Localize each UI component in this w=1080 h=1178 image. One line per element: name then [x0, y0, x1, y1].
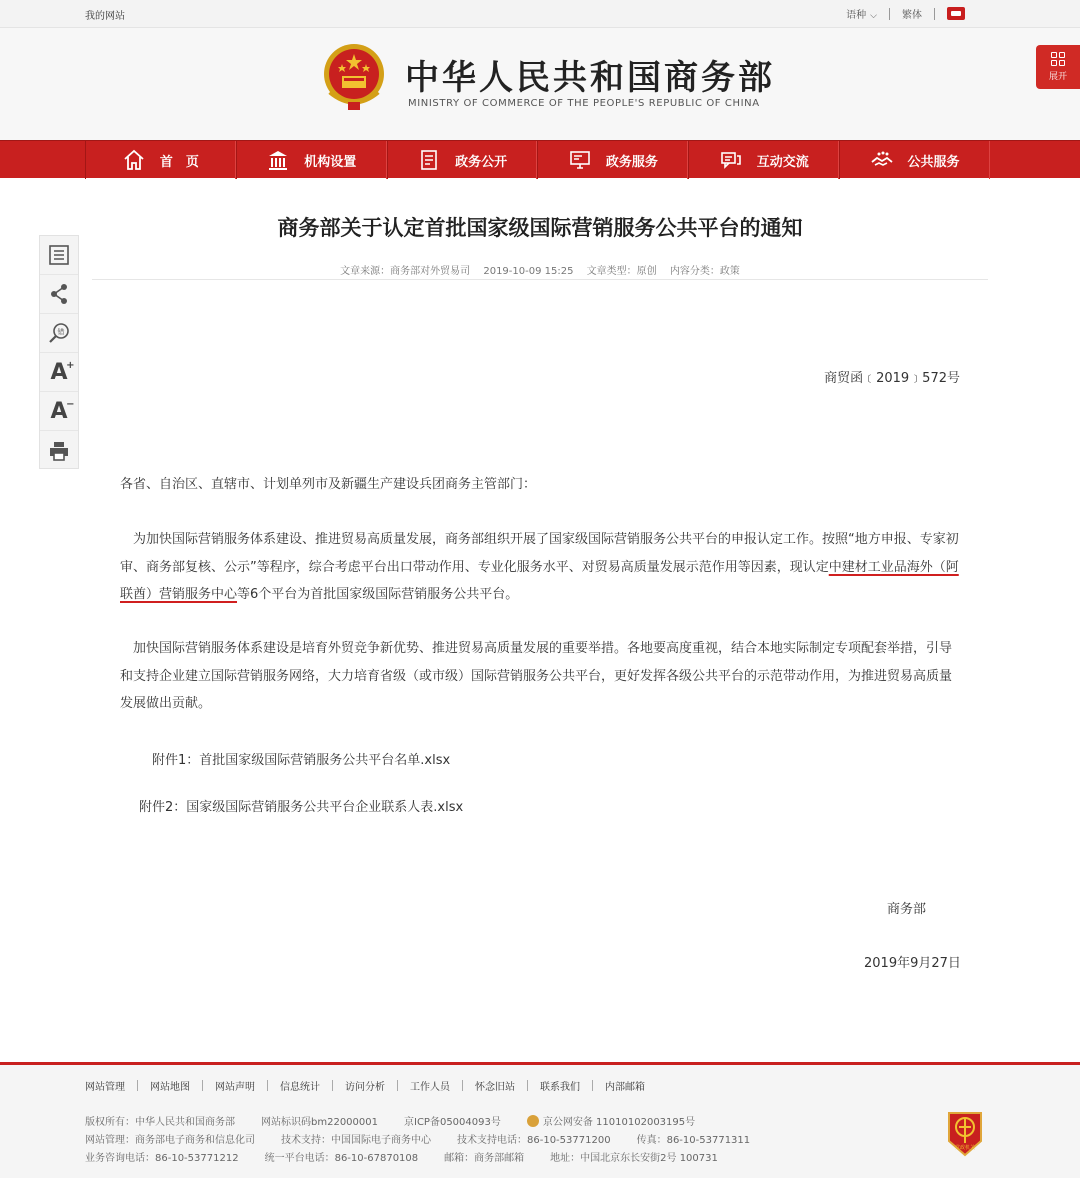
footer-link[interactable]: 工作人员 — [410, 1082, 450, 1093]
article-source: 文章来源：商务部对外贸易司 — [340, 266, 471, 277]
divider — [397, 1080, 398, 1091]
share-button[interactable] — [40, 275, 78, 314]
paragraph-1-text: 为加快国际营销服务体系建设、推进贸易高质量发展，商务部组织开展了国家级国际营销服务公共平台的申报认定工作。按照“地方申报、专家初审、商务部复核、公示”等程序，综合考虑平台出口带动作用、专业化服务水平、对贸易高质量发展示范作用等因素，现认定 — [120, 532, 959, 575]
font-increase-button[interactable] — [40, 353, 78, 392]
divider — [934, 8, 935, 20]
nav-item-government-affairs[interactable] — [387, 141, 538, 179]
font-increase-icon: A + — [50, 359, 75, 385]
nav-label: 公共服务 — [907, 154, 960, 170]
nav-label: 互动交流 — [756, 154, 809, 170]
document-icon — [417, 148, 441, 172]
article-category: 内容分类：政策 — [669, 266, 740, 277]
nav-item-home[interactable] — [85, 141, 236, 179]
language-selector[interactable] — [846, 6, 877, 21]
party-gov-badge-icon[interactable] — [945, 1109, 985, 1157]
national-emblem-icon — [320, 42, 388, 114]
my-site-link[interactable]: 我的网站 — [85, 11, 125, 22]
tech-support-phone: 技术支持电话：86-10-53771200 — [457, 1135, 611, 1146]
paragraph-1 — [120, 526, 960, 609]
footer-link[interactable]: 网站管理 — [85, 1082, 125, 1093]
tech-support: 技术支持：中国国际电子商务中心 — [281, 1135, 431, 1146]
footer-link[interactable]: 网站声明 — [215, 1082, 255, 1093]
paragraph-1-text-end: 等6个平台为首批国家级国际营销服务公共平台。 — [237, 587, 519, 602]
footer-link[interactable]: 网站地图 — [150, 1082, 190, 1093]
article-date: 2019-10-09 15:25 — [483, 266, 574, 277]
print-button[interactable] — [40, 431, 78, 470]
mobile-app-icon[interactable] — [947, 7, 965, 20]
monitor-icon — [568, 148, 592, 172]
expand-button[interactable] — [1036, 45, 1080, 89]
nav-item-government-services[interactable] — [537, 141, 688, 179]
error-report-button[interactable] — [40, 314, 78, 353]
top-bar — [0, 0, 1080, 28]
site-header — [0, 28, 1080, 140]
signature: 商务部 — [887, 902, 927, 917]
font-decrease-icon: A − — [50, 398, 75, 424]
salutation: 各省、自治区、直辖市、计划单列市及新疆生产建设兵团商务主管部门： — [120, 477, 537, 492]
footer-link[interactable]: 信息统计 — [280, 1082, 320, 1093]
footer-link[interactable]: 访问分析 — [345, 1082, 385, 1093]
traditional-chinese-link[interactable]: 繁体 — [902, 10, 922, 21]
building-icon — [266, 148, 290, 172]
home-icon — [122, 148, 146, 172]
expand-label: 展开 — [1048, 72, 1067, 82]
document-number: 商贸函﹝2019﹞572号 — [824, 371, 960, 386]
site-management: 网站管理：商务部电子商务和信息化司 — [85, 1135, 255, 1146]
footer-row-3 — [85, 1149, 718, 1164]
footer-link[interactable]: 内部邮箱 — [605, 1082, 645, 1093]
divider — [202, 1080, 203, 1091]
meta-divider — [92, 279, 988, 280]
attachment-1-link[interactable]: 附件1：首批国家级国际营销服务公共平台名单.xlsx — [152, 753, 451, 768]
divider — [527, 1080, 528, 1091]
language-label: 语种 — [846, 10, 867, 21]
footer-row-2 — [85, 1131, 750, 1146]
divider — [889, 8, 890, 20]
badge-label: 党政机关 — [954, 1145, 976, 1151]
grid-icon — [1036, 52, 1080, 66]
sign-date: 2019年9月27日 — [864, 956, 961, 971]
fax: 传真：86-10-53771311 — [636, 1135, 751, 1146]
top-bar-right — [846, 6, 965, 21]
footer-row-1 — [85, 1113, 695, 1128]
police-record-text: 京公网安备 11010102003195号 — [542, 1117, 696, 1128]
police-badge-icon — [527, 1115, 539, 1127]
nav-item-public-services[interactable] — [839, 141, 990, 179]
nav-label: 机构设置 — [304, 154, 357, 170]
printer-icon — [47, 439, 71, 463]
site-footer — [0, 1062, 1080, 1178]
svg-text:错: 错 — [57, 328, 65, 336]
article-meta — [0, 262, 1080, 277]
footer-links — [85, 1078, 645, 1093]
search-error-icon — [47, 321, 71, 345]
footer-link[interactable]: 联系我们 — [540, 1082, 580, 1093]
site-id: 网站标识码bm22000001 — [261, 1117, 378, 1128]
share-icon — [47, 282, 71, 306]
divider — [267, 1080, 268, 1091]
ministry-title: 中华人民共和国商务部 — [405, 58, 775, 98]
police-record[interactable] — [527, 1113, 695, 1128]
article-title: 商务部关于认定首批国家级国际营销服务公共平台的通知 — [277, 216, 803, 240]
nav-item-interaction[interactable] — [688, 141, 839, 179]
address: 地址：中国北京东长安街2号 100731 — [550, 1153, 718, 1164]
copyright: 版权所有：中华人民共和国商务部 — [85, 1117, 235, 1128]
divider — [332, 1080, 333, 1091]
nav-label: 首 页 — [159, 154, 199, 170]
email[interactable]: 邮箱：商务部邮箱 — [444, 1153, 525, 1164]
paragraph-2: 加快国际营销服务体系建设是培育外贸竞争新优势、推进贸易高质量发展的重要举措。各地要高度重视，结合本地实际制定专项配套举措，引导和支持企业建立国际营销服务网络，大力培育省级（或市级）国际营销服务公共平台，更好发挥各级公共平台的示范带动作用，为推进贸易高质量发展做出贡献。 — [120, 641, 953, 711]
divider — [137, 1080, 138, 1091]
ministry-title-english: MINISTRY OF COMMERCE OF THE PEOPLE'S REPUBLIC OF CHINA — [408, 98, 760, 109]
consult-phone: 业务咨询电话：86-10-53771212 — [85, 1153, 239, 1164]
article-type: 文章类型：原创 — [586, 266, 657, 277]
handshake-icon — [870, 148, 894, 172]
nav-label: 政务公开 — [455, 154, 508, 170]
font-decrease-button[interactable] — [40, 392, 78, 431]
nav-item-organization[interactable] — [236, 141, 387, 179]
highlighted-platform-name: 中建材工业品海外（阿联酋）营销服务中心 — [120, 559, 959, 602]
chat-icon — [719, 148, 743, 172]
footer-link[interactable]: 怀念旧站 — [475, 1082, 515, 1093]
attachment-2-link[interactable]: 附件2：国家级国际营销服务公共平台企业联系人表.xlsx — [139, 800, 464, 815]
main-nav — [0, 140, 1080, 178]
icp-number[interactable]: 京ICP备05004093号 — [404, 1117, 501, 1128]
nav-label: 政务服务 — [605, 154, 658, 170]
platform-phone: 统一平台电话：86-10-67870108 — [264, 1153, 419, 1164]
divider — [592, 1080, 593, 1091]
chevron-down-icon: ⌵ — [870, 11, 877, 21]
divider — [462, 1080, 463, 1091]
